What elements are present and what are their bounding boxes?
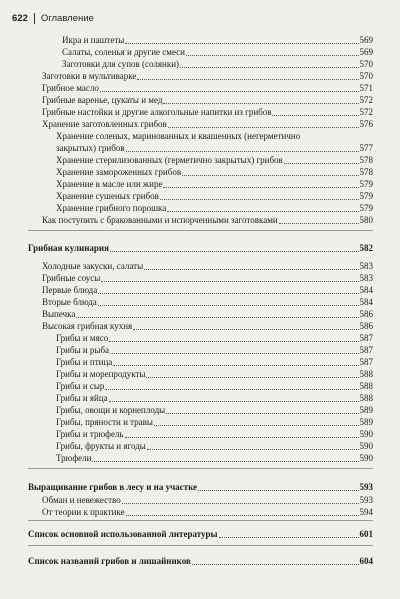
section-divider [28, 468, 373, 469]
section-divider [28, 545, 373, 546]
toc-entry[interactable]: Вторые блюда 584 [42, 297, 373, 307]
toc-entry[interactable]: Грибы и сыр 588 [56, 381, 373, 391]
section-divider [28, 520, 373, 521]
toc-entry[interactable]: Высокая грибная кухня 586 [42, 321, 373, 331]
toc-entry[interactable]: Грибы и морепродукты 588 [56, 369, 373, 379]
page-number: 622 [12, 12, 28, 24]
toc-entry[interactable]: Грибы и яйца 588 [56, 393, 373, 403]
toc-entry[interactable]: Хранение заготовленных грибов 576 [42, 119, 373, 129]
toc-entry[interactable]: Хранение стерилизованных (герметично закрытых) грибов 578 [56, 155, 373, 165]
toc-entry[interactable]: Грибные соусы 583 [42, 273, 373, 283]
toc-entry[interactable]: закрытых) грибов 577 [56, 143, 373, 153]
section-divider [28, 230, 373, 231]
header-divider [34, 13, 35, 24]
toc-entry[interactable]: Грибы и птица 587 [56, 357, 373, 367]
toc-chapter[interactable]: Список названий грибов и лишайников 604 [28, 556, 373, 566]
running-header [12, 10, 94, 26]
toc-entry[interactable]: Грибы и мясо 587 [56, 333, 373, 343]
toc-entry[interactable]: Грибы, фрукты и ягоды 590 [56, 441, 373, 451]
toc-entry[interactable]: Грибные настойки и другие алкогольные напитки из грибов 572 [42, 107, 373, 117]
toc-entry[interactable]: Хранение сушеных грибов 579 [56, 191, 373, 201]
toc-entry[interactable]: Грибы и трюфель 590 [56, 429, 373, 439]
toc-entry[interactable]: Холодные закуски, салаты 583 [42, 261, 373, 271]
toc-entry[interactable]: Заготовки для супов (солянки) 570 [62, 59, 373, 69]
toc-chapter[interactable]: Грибная кулинария 582 [28, 243, 373, 253]
toc-entry[interactable]: Грибы, овощи и корнеплоды 589 [56, 405, 373, 415]
toc-entry[interactable]: Хранение в масле или жире 579 [56, 179, 373, 189]
toc-entry[interactable]: От теории к практике 594 [42, 507, 373, 517]
toc-entry[interactable]: Хранение замороженных грибов 578 [56, 167, 373, 177]
toc-entry[interactable]: Трюфели 590 [56, 453, 373, 463]
toc-entry[interactable]: Грибы и рыба 587 [56, 345, 373, 355]
toc-chapter[interactable]: Выращивание грибов в лесу и на участке 593 [28, 482, 373, 492]
toc-entry[interactable]: Грибы, пряности и травы 589 [56, 417, 373, 427]
toc-entry[interactable]: Первые блюда 584 [42, 285, 373, 295]
toc-entry[interactable]: Грибное масло 571 [42, 83, 373, 93]
toc-entry[interactable]: Как поступить с бракованными и испорченными заготовками 580 [42, 215, 373, 225]
toc-entry[interactable]: Обман и невежество 593 [42, 495, 373, 505]
toc-entry[interactable]: Хранение грибного порошка 579 [56, 203, 373, 213]
header-title: Оглавление [40, 12, 94, 24]
toc-entry-text[interactable]: Хранение соленых, маринованных и квашенных (негерметично [56, 131, 301, 141]
toc-entry[interactable]: Выпечка 586 [42, 309, 373, 319]
toc-entry[interactable]: Салаты, соленья и другие смеси 569 [62, 47, 373, 57]
toc-entry[interactable]: Грибные варенье, цукаты и мед 572 [42, 95, 373, 105]
toc-entry[interactable]: Заготовки в мультиварке 570 [42, 71, 373, 81]
toc-entry[interactable]: Икра и паштеты 569 [62, 35, 373, 45]
toc-chapter[interactable]: Список основной использованной литературы 601 [28, 529, 373, 539]
